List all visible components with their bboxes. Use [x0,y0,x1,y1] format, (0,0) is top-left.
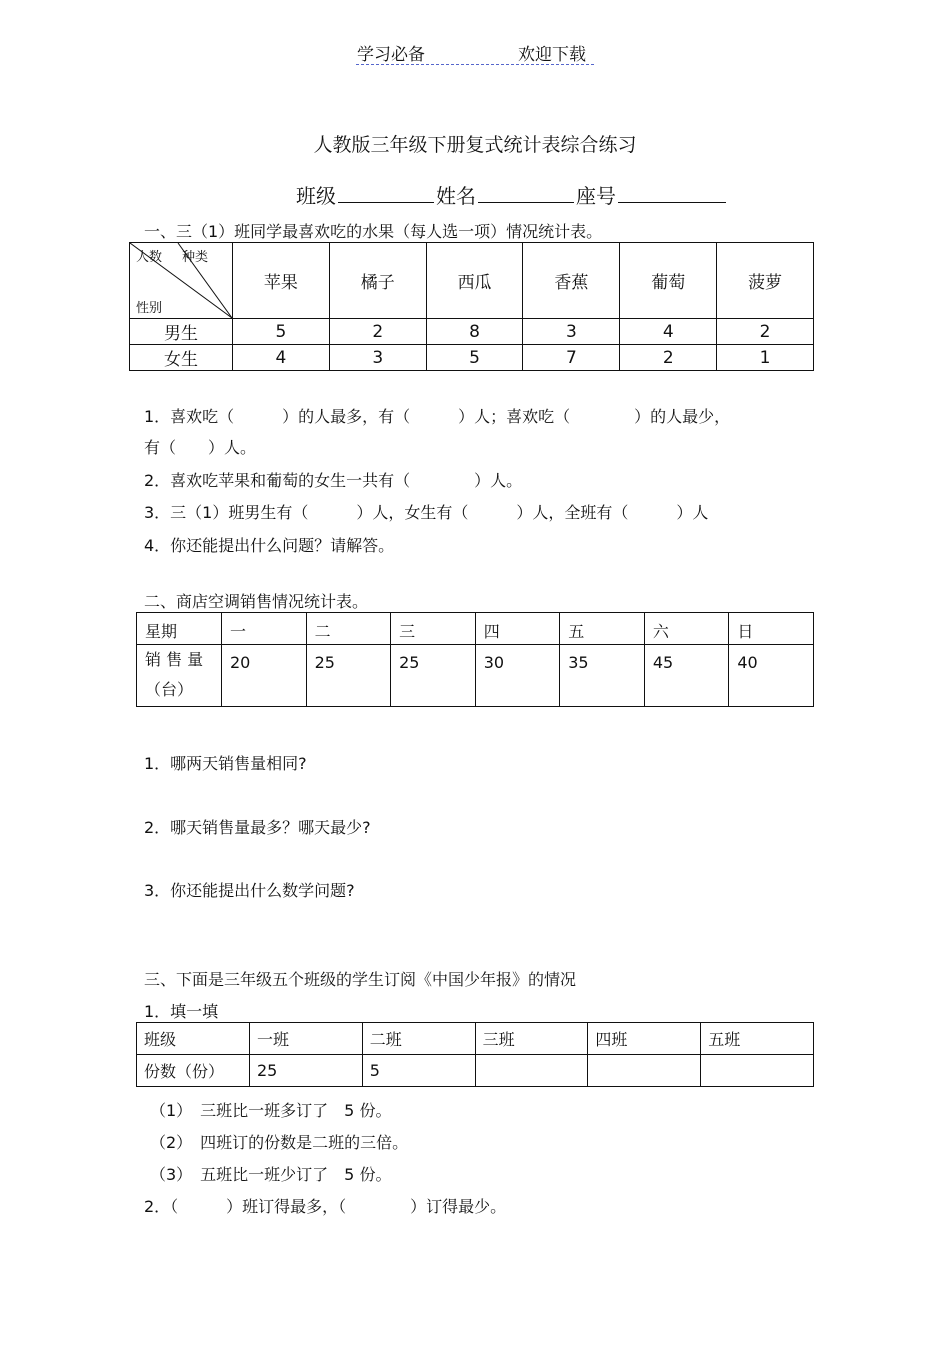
fruit-header: 西瓜 [426,243,523,319]
page-title: 人教版三年级下册复式统计表综合练习 [313,134,637,156]
table-row [137,613,814,645]
sales-cell: 30 [475,645,560,707]
row-label: 女生 [130,345,233,371]
cell: 8 [426,319,523,345]
fruit-table [129,242,814,371]
seat-label: 座号 [576,184,616,208]
cell: 2 [329,319,426,345]
header-cell: 二班 [362,1023,475,1055]
section3-heading: 三、下面是三年级五个班级的学生订阅《中国少年报》的情况 [144,970,577,989]
s1-question: 4．你还能提出什么问题？请解答。 [144,536,395,555]
section2-heading: 二、商店空调销售情况统计表。 [144,592,369,611]
newspaper-table [136,1022,814,1087]
s2-question: 3．你还能提出什么数学问题? [144,881,355,900]
cell: 5 [426,345,523,371]
section1-heading: 一、三（1）班同学最喜欢吃的水果（每人选一项）情况统计表。 [144,222,603,241]
data-cell[interactable] [588,1055,701,1087]
header-cell: 一 [222,613,307,645]
s1-question: 1．喜欢吃（ ）的人最多，有（ ）人；喜欢吃（ ）的人最少， [144,407,731,426]
info-line [296,180,728,209]
header-cell: 四 [475,613,560,645]
corner-cell [130,243,233,319]
cell: 5 [233,319,330,345]
corner-top-left: 人数 [136,250,163,265]
sales-label-1: 销 售 量 [145,650,204,669]
header-right: 欢迎下载 [518,45,586,65]
s2-question: 1．哪两天销售量相同? [144,754,307,773]
s1-question: 2．喜欢吃苹果和葡萄的女生一共有（ ）人。 [144,471,523,490]
class-label: 班级 [296,184,336,208]
header-cell: 星期 [137,613,222,645]
fruit-header: 苹果 [233,243,330,319]
section3-sub: 1．填一填 [144,1002,219,1021]
sales-table [136,612,814,707]
data-cell[interactable] [701,1055,814,1087]
fruit-header: 葡萄 [620,243,717,319]
fruit-header: 菠萝 [717,243,814,319]
header-cell: 日 [729,613,814,645]
header-cell: 六 [644,613,729,645]
sales-cell: 35 [560,645,645,707]
header-cell: 三 [391,613,476,645]
class-blank[interactable] [338,184,434,203]
name-blank[interactable] [478,184,574,203]
cell: 1 [717,345,814,371]
cell: 7 [523,345,620,371]
row-label: 男生 [130,319,233,345]
data-cell: 25 [250,1055,363,1087]
s2-question: 2．哪天销售量最多？哪天最少? [144,818,371,837]
seat-blank[interactable] [618,184,726,203]
cell: 4 [233,345,330,371]
header-cell: 五 [560,613,645,645]
fruit-header: 香蕉 [523,243,620,319]
table-row [137,1023,814,1055]
header-left: 学习必备 [357,45,425,65]
sales-cell: 25 [306,645,391,707]
sales-label-2: （台） [145,680,194,699]
fruit-header: 橘子 [329,243,426,319]
table-row [137,1055,814,1087]
cell: 2 [620,345,717,371]
name-label: 姓名 [436,184,476,208]
s3-note: （1） 三班比一班多订了 5 份。 [150,1101,392,1120]
s3-question: 2．（ ）班订得最多，（ ）订得最少。 [144,1197,507,1216]
s3-note: （3） 五班比一班少订了 5 份。 [150,1165,392,1184]
header-cell: 一班 [250,1023,363,1055]
cell: 2 [717,319,814,345]
s1-question: 有（ ）人。 [144,438,257,457]
sales-cell: 45 [644,645,729,707]
data-cell: 5 [362,1055,475,1087]
table-row [137,645,814,707]
sales-cell: 40 [729,645,814,707]
data-cell[interactable] [475,1055,588,1087]
sales-cell: 25 [391,645,476,707]
header-cell: 五班 [701,1023,814,1055]
header-cell: 三班 [475,1023,588,1055]
cell: 3 [329,345,426,371]
data-cell: 份数（份） [137,1055,250,1087]
header-dashed-line [356,64,594,65]
header-cell: 二 [306,613,391,645]
table-row [130,319,814,345]
sales-cell: 20 [222,645,307,707]
s1-question: 3．三（1）班男生有（ ）人，女生有（ ）人，全班有（ ）人 [144,503,709,522]
corner-top-right: 种类 [182,250,209,265]
header-cell: 四班 [588,1023,701,1055]
cell: 4 [620,319,717,345]
table-row [130,345,814,371]
sales-label-cell [137,645,222,707]
cell: 3 [523,319,620,345]
s3-note: （2） 四班订的份数是二班的三倍。 [150,1133,409,1152]
header-cell: 班级 [137,1023,250,1055]
corner-bottom-left: 性别 [136,301,163,316]
